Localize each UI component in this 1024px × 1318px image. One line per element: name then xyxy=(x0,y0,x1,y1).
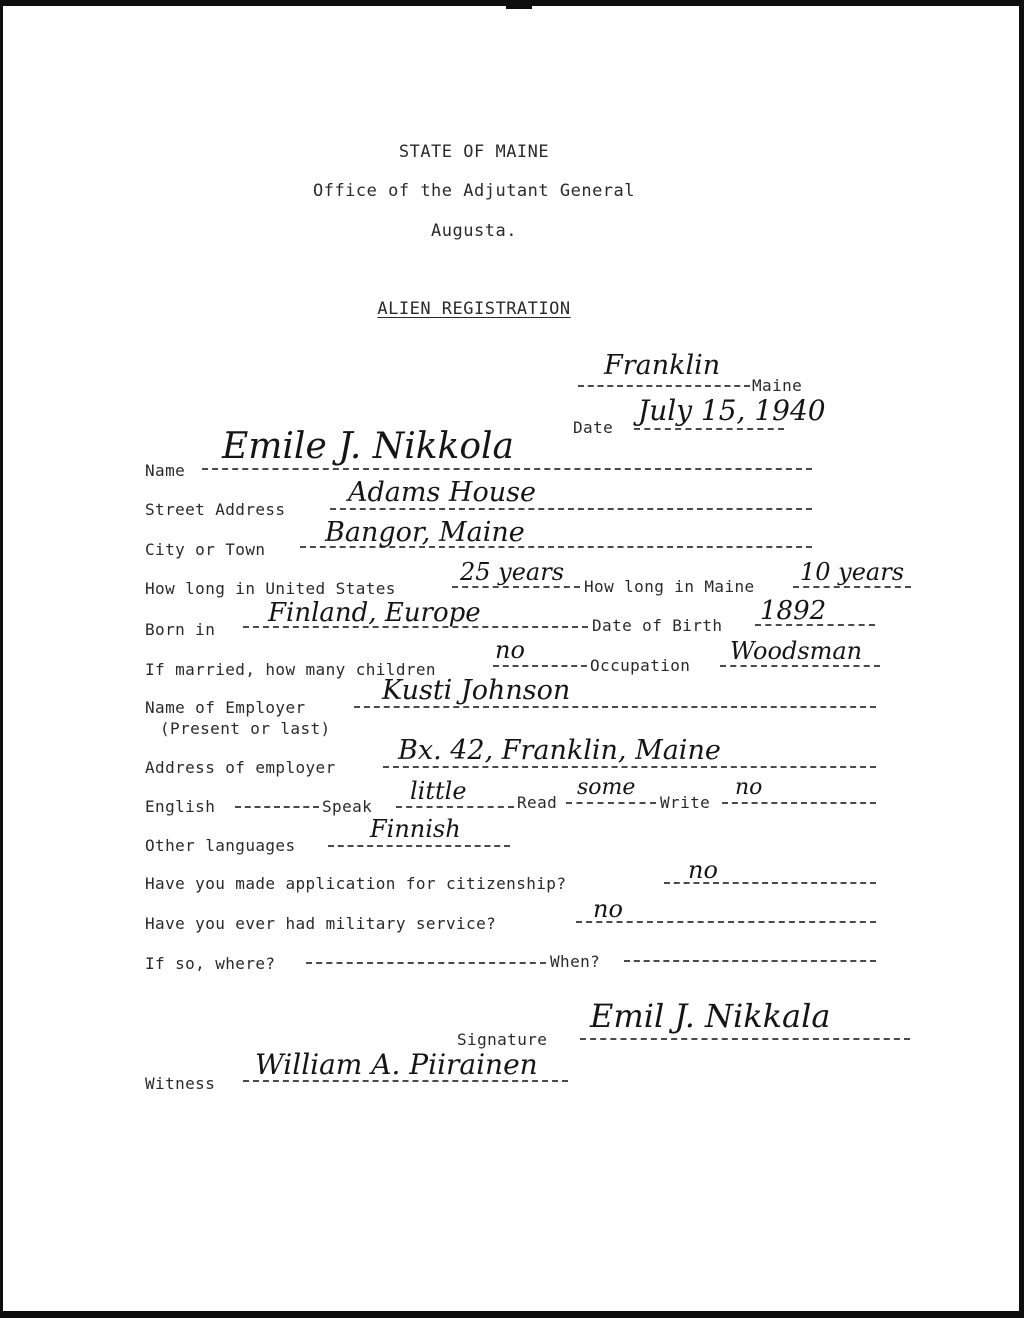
name-label: Name xyxy=(145,461,186,480)
employer-label: Name of Employer xyxy=(145,698,306,717)
speak-value: little xyxy=(410,777,467,805)
scan-border-left xyxy=(0,0,3,1318)
city-label: City or Town xyxy=(145,540,266,559)
read-line xyxy=(566,802,656,804)
when-label: When? xyxy=(550,952,601,971)
city-heading: Augusta. xyxy=(431,221,517,241)
military-label: Have you ever had military service? xyxy=(145,914,497,933)
speak-line xyxy=(396,806,514,808)
witness-value: William A. Piirainen xyxy=(255,1048,538,1081)
signature-line xyxy=(580,1038,910,1040)
date-value: July 15, 1940 xyxy=(638,394,826,427)
english-line xyxy=(235,806,319,808)
signature-label: Signature xyxy=(457,1030,548,1049)
born-label: Born in xyxy=(145,620,216,639)
when-line xyxy=(624,960,876,962)
employer-address-label: Address of employer xyxy=(145,758,336,777)
place-value: Franklin xyxy=(604,350,721,381)
write-label: Write xyxy=(660,793,711,812)
write-value: no xyxy=(735,775,763,800)
read-value: some xyxy=(577,775,636,800)
scan-border-right xyxy=(1019,0,1024,1318)
street-value: Adams House xyxy=(348,477,536,508)
employer-address-line xyxy=(383,766,876,768)
years-maine-line xyxy=(793,586,911,588)
speak-label: Speak xyxy=(322,797,373,816)
employer-value: Kusti Johnson xyxy=(382,675,571,706)
years-us-label: How long in United States xyxy=(145,579,396,598)
english-label: English xyxy=(145,797,216,816)
military-value: no xyxy=(593,895,623,923)
street-label: Street Address xyxy=(145,500,286,519)
state-heading: STATE OF MAINE xyxy=(398,142,550,162)
scan-border-bottom xyxy=(0,1311,1024,1318)
born-value: Finland, Europe xyxy=(268,598,481,628)
place-suffix: Maine xyxy=(752,376,803,395)
employer-line xyxy=(354,706,876,708)
other-languages-line xyxy=(328,845,510,847)
place-line xyxy=(578,385,750,387)
where-line xyxy=(306,962,546,964)
citizenship-value: no xyxy=(688,856,718,884)
form-title: ALIEN REGISTRATION xyxy=(377,299,571,319)
read-label: Read xyxy=(517,793,558,812)
occupation-label: Occupation xyxy=(590,656,691,675)
witness-label: Witness xyxy=(145,1074,216,1093)
other-languages-label: Other languages xyxy=(145,836,296,855)
occupation-value: Woodsman xyxy=(730,637,863,665)
street-line xyxy=(330,508,812,510)
office-heading: Office of the Adjutant General xyxy=(312,181,636,201)
city-value: Bangor, Maine xyxy=(325,517,525,548)
signature-value: Emil J. Nikkala xyxy=(590,997,831,1035)
years-us-line xyxy=(452,586,580,588)
name-value: Emile J. Nikkola xyxy=(222,426,515,467)
employer-note: (Present or last) xyxy=(160,719,331,738)
scan-border-notch xyxy=(506,4,532,9)
where-label: If so, where? xyxy=(145,954,276,973)
date-label: Date xyxy=(573,418,614,437)
married-label: If married, how many children xyxy=(145,660,436,679)
name-line xyxy=(202,468,812,470)
employer-address-value: Bx. 42, Franklin, Maine xyxy=(398,735,721,766)
date-line xyxy=(634,428,784,430)
write-line xyxy=(722,802,876,804)
other-languages-value: Finnish xyxy=(370,815,461,843)
citizenship-label: Have you made application for citizenship? xyxy=(145,874,567,893)
years-maine-value: 10 years xyxy=(800,558,905,586)
years-us-value: 25 years xyxy=(460,558,565,586)
children-value: no xyxy=(495,636,525,664)
dob-value: 1892 xyxy=(760,596,827,626)
children-line xyxy=(493,665,587,667)
years-maine-label: How long in Maine xyxy=(584,577,755,596)
occupation-line xyxy=(720,665,880,667)
dob-label: Date of Birth xyxy=(592,616,723,635)
